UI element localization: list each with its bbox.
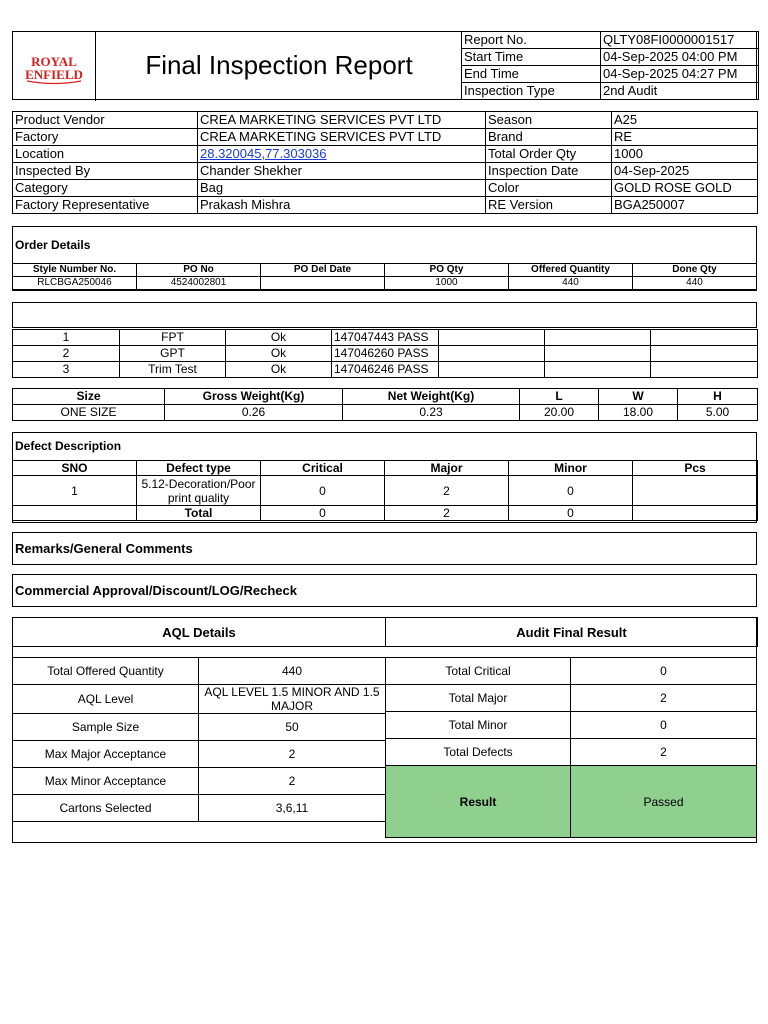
order-cell: 440 — [633, 277, 757, 290]
meta-value: 04-Sep-2025 04:00 PM — [601, 48, 759, 65]
audit-value: 0 — [571, 712, 757, 739]
aql-title: AQL Details — [13, 618, 386, 647]
audit-table — [385, 657, 757, 838]
info-label: Location — [13, 146, 198, 163]
result-label: Result — [386, 766, 571, 838]
order-cell — [261, 277, 385, 290]
test-status: Ok — [226, 362, 332, 378]
test-result: 147046246 PASS — [332, 362, 439, 378]
order-cell: 1000 — [385, 277, 509, 290]
vendor-info-table — [12, 111, 758, 214]
aql-row — [13, 685, 386, 714]
info-label: RE Version — [486, 197, 612, 214]
test-row — [13, 330, 758, 346]
meta-label: Start Time — [462, 48, 601, 65]
aql-value: AQL LEVEL 1.5 MINOR AND 1.5 MAJOR — [199, 685, 386, 714]
order-cell: RLCBGA250046 — [13, 277, 137, 290]
info-label: Total Order Qty — [486, 146, 612, 163]
aql-value: 50 — [199, 714, 386, 741]
info-value: Prakash Mishra — [198, 197, 486, 214]
defect-pcs — [633, 476, 758, 506]
defect-data-row — [13, 476, 758, 506]
dims-data-row — [13, 405, 758, 421]
report-meta-table — [461, 31, 759, 100]
info-value: CREA MARKETING SERVICES PVT LTD — [198, 112, 486, 129]
audit-label: Total Critical — [386, 658, 571, 685]
test-name: GPT — [120, 346, 226, 362]
test-result: 147046260 PASS — [332, 346, 439, 362]
test-no: 3 — [13, 362, 120, 378]
test-name: FPT — [120, 330, 226, 346]
test-empty — [651, 362, 758, 378]
commercial-section — [12, 574, 757, 607]
remarks-section — [12, 532, 757, 565]
info-row — [13, 112, 758, 129]
brand-logo — [13, 32, 96, 101]
info-label: Factory Representative — [13, 197, 198, 214]
aql-row — [13, 714, 386, 741]
aql-label: Sample Size — [13, 714, 199, 741]
order-col-header: Offered Quantity — [509, 264, 633, 277]
audit-label: Total Defects — [386, 739, 571, 766]
vendor-info — [12, 111, 757, 214]
meta-row — [462, 48, 759, 65]
tests-table — [12, 329, 758, 378]
audit-title: Audit Final Result — [386, 618, 758, 647]
defect-empty — [13, 506, 137, 521]
commercial-title: Commercial Approval/Discount/LOG/Recheck — [15, 583, 297, 598]
test-empty — [651, 346, 758, 362]
audit-row — [386, 658, 757, 685]
info-row — [13, 163, 758, 180]
meta-label: Report No. — [462, 31, 601, 48]
info-value: CREA MARKETING SERVICES PVT LTD — [198, 129, 486, 146]
defect-section — [12, 432, 757, 523]
test-empty — [651, 330, 758, 346]
meta-label: Inspection Type — [462, 82, 601, 99]
aql-value: 2 — [199, 768, 386, 795]
test-empty — [545, 346, 651, 362]
meta-row — [462, 65, 759, 82]
aql-audit-header-row — [13, 618, 758, 647]
meta-value: QLTY08FI0000001517 — [601, 31, 759, 48]
info-label: Inspection Date — [486, 163, 612, 180]
audit-row — [386, 739, 757, 766]
test-no: 2 — [13, 346, 120, 362]
test-status: Ok — [226, 330, 332, 346]
dims-col-header: Size — [13, 389, 165, 405]
meta-label: End Time — [462, 65, 601, 82]
order-col-header: Done Qty — [633, 264, 757, 277]
test-row — [13, 346, 758, 362]
info-label: Category — [13, 180, 198, 197]
dimensions-table — [12, 388, 758, 421]
dims-cell: ONE SIZE — [13, 405, 165, 421]
order-col-header: PO No — [137, 264, 261, 277]
audit-label: Total Major — [386, 685, 571, 712]
dims-col-header: Gross Weight(Kg) — [165, 389, 343, 405]
defect-col-header: Minor — [509, 461, 633, 476]
audit-row — [386, 712, 757, 739]
aql-table — [12, 657, 386, 822]
audit-label: Total Minor — [386, 712, 571, 739]
info-label: Inspected By — [13, 163, 198, 180]
dims-header-row — [13, 389, 758, 405]
defect-sno: 1 — [13, 476, 137, 506]
aql-value: 440 — [199, 658, 386, 685]
meta-row — [462, 31, 759, 48]
test-empty — [439, 362, 545, 378]
defect-col-header: Critical — [261, 461, 385, 476]
aql-label: Cartons Selected — [13, 795, 199, 822]
remarks-title: Remarks/General Comments — [15, 541, 193, 556]
defect-empty — [633, 506, 758, 521]
defect-minor: 0 — [509, 476, 633, 506]
order-col-header: PO Qty — [385, 264, 509, 277]
defect-col-header: Major — [385, 461, 509, 476]
info-row — [13, 129, 758, 146]
aql-row — [13, 795, 386, 822]
aql-audit-header — [12, 617, 758, 647]
order-col-header: PO Del Date — [261, 264, 385, 277]
dims-cell: 5.00 — [678, 405, 758, 421]
info-row — [13, 197, 758, 214]
defect-critical: 0 — [261, 476, 385, 506]
aql-value: 2 — [199, 741, 386, 768]
defect-table — [12, 460, 758, 521]
info-value: A25 — [612, 112, 758, 129]
brand-line1: ROYAL — [31, 54, 77, 69]
order-cell: 440 — [509, 277, 633, 290]
order-details-table — [12, 263, 757, 290]
info-value: BGA250007 — [612, 197, 758, 214]
aql-row — [13, 768, 386, 795]
test-empty — [439, 346, 545, 362]
info-value: Bag — [198, 180, 486, 197]
dims-col-header: H — [678, 389, 758, 405]
info-label: Color — [486, 180, 612, 197]
defect-col-header: Defect type — [137, 461, 261, 476]
order-details-section — [12, 226, 757, 291]
report-header — [12, 31, 757, 100]
test-result: 147047443 PASS — [332, 330, 439, 346]
info-value: 1000 — [612, 146, 758, 163]
meta-value: 04-Sep-2025 04:27 PM — [601, 65, 759, 82]
audit-value: 0 — [571, 658, 757, 685]
defect-total-minor: 0 — [509, 506, 633, 521]
test-no: 1 — [13, 330, 120, 346]
aql-label: AQL Level — [13, 685, 199, 714]
defect-col-header: Pcs — [633, 461, 758, 476]
test-row — [13, 362, 758, 378]
test-empty — [439, 330, 545, 346]
audit-value: 2 — [571, 739, 757, 766]
defect-total-major: 2 — [385, 506, 509, 521]
test-empty — [545, 330, 651, 346]
info-label: Brand — [486, 129, 612, 146]
info-label: Product Vendor — [13, 112, 198, 129]
defect-title: Defect Description — [15, 439, 122, 453]
info-row — [13, 146, 758, 163]
dims-col-header: W — [599, 389, 678, 405]
tests-section-header — [12, 302, 757, 328]
dims-col-header: L — [520, 389, 599, 405]
info-value — [198, 146, 486, 163]
order-col-header: Style Number No. — [13, 264, 137, 277]
order-cell: 4524002801 — [137, 277, 261, 290]
info-value: 04-Sep-2025 — [612, 163, 758, 180]
location-link[interactable]: 28.320045,77.303036 — [200, 146, 327, 161]
brand-line2: ENFIELD — [25, 67, 83, 82]
meta-row — [462, 82, 759, 99]
defect-total-critical: 0 — [261, 506, 385, 521]
aql-value: 3,6,11 — [199, 795, 386, 822]
aql-row — [13, 741, 386, 768]
aql-row — [13, 658, 386, 685]
info-value: GOLD ROSE GOLD — [612, 180, 758, 197]
defect-total-label: Total — [137, 506, 261, 521]
test-name: Trim Test — [120, 362, 226, 378]
aql-label: Max Minor Acceptance — [13, 768, 199, 795]
meta-value: 2nd Audit — [601, 82, 759, 99]
dims-col-header: Net Weight(Kg) — [343, 389, 520, 405]
audit-value: 2 — [571, 685, 757, 712]
info-value: RE — [612, 129, 758, 146]
page-title: Final Inspection Report — [145, 50, 413, 80]
royal-enfield-logo-icon — [13, 32, 96, 101]
order-details-title: Order Details — [15, 238, 91, 252]
defect-type: 5.12-Decoration/Poor print quality — [137, 476, 261, 506]
info-value: Chander Shekher — [198, 163, 486, 180]
test-status: Ok — [226, 346, 332, 362]
dims-cell: 0.23 — [343, 405, 520, 421]
audit-row — [386, 685, 757, 712]
defect-total-row — [13, 506, 758, 521]
dims-cell: 0.26 — [165, 405, 343, 421]
aql-label: Max Major Acceptance — [13, 741, 199, 768]
info-label: Season — [486, 112, 612, 129]
dims-cell: 18.00 — [599, 405, 678, 421]
result-status-badge: Passed — [571, 766, 757, 838]
defect-col-header: SNO — [13, 461, 137, 476]
audit-result-row — [386, 766, 757, 838]
order-data-row — [13, 277, 757, 290]
test-empty — [545, 362, 651, 378]
dims-cell: 20.00 — [520, 405, 599, 421]
info-label: Factory — [13, 129, 198, 146]
order-header-row — [13, 264, 757, 277]
info-row — [13, 180, 758, 197]
defect-major: 2 — [385, 476, 509, 506]
aql-label: Total Offered Quantity — [13, 658, 199, 685]
defect-header-row — [13, 461, 758, 476]
